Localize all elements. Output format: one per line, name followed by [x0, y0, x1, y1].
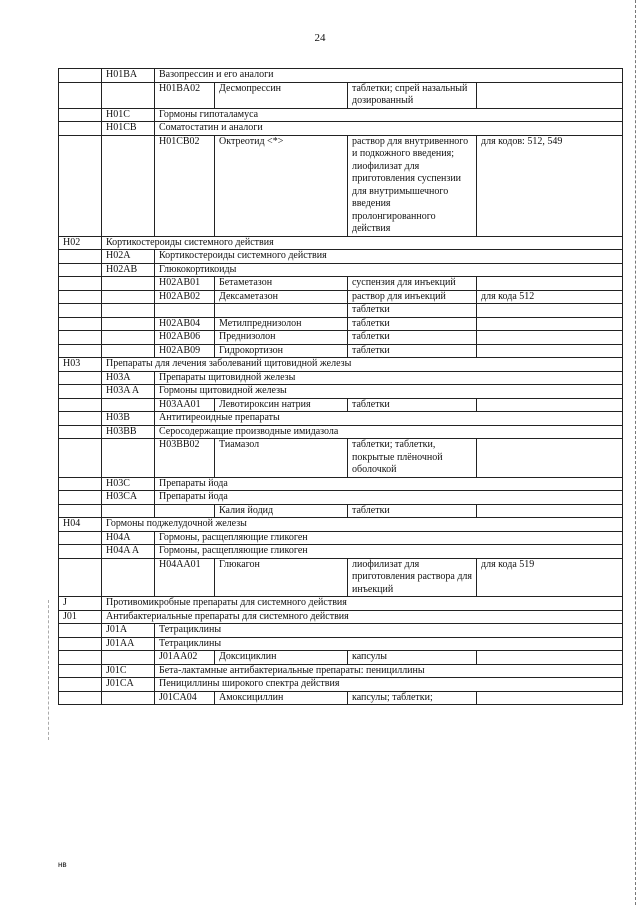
drug-name-cell: Левотироксин натрия — [215, 398, 348, 412]
table-row-item — [59, 304, 623, 318]
dosage-form-cell: таблетки — [348, 398, 477, 412]
subgroup-code-cell: J01A — [102, 624, 155, 638]
table-row-item — [59, 317, 623, 331]
subgroup-name-cell: Тетрациклины — [155, 637, 623, 651]
blank-cell — [59, 678, 102, 692]
subgroup-name-cell: Препараты йода — [155, 491, 623, 505]
subgroup-code-cell: J01AA — [102, 637, 155, 651]
subgroup-name-cell: Кортикостероиды системного действия — [155, 250, 623, 264]
drug-name-cell: Гидрокортизон — [215, 344, 348, 358]
drug-list-table — [58, 68, 623, 705]
note-cell: для кода 519 — [477, 558, 623, 597]
table-row-item — [59, 277, 623, 291]
subgroup-code-cell: H03CA — [102, 491, 155, 505]
drug-code-cell: J01CA04 — [155, 691, 215, 705]
drug-name-cell: Октреотид <*> — [215, 135, 348, 236]
drug-name-cell: Дексаметазон — [215, 290, 348, 304]
table-row-group — [59, 236, 623, 250]
blank-cell — [59, 624, 102, 638]
blank-cell — [102, 82, 155, 108]
note-cell — [477, 82, 623, 108]
dosage-form-cell: суспензия для инъекций — [348, 277, 477, 291]
subgroup-code-cell: H01CB — [102, 122, 155, 136]
blank-cell — [102, 651, 155, 665]
blank-cell — [102, 344, 155, 358]
group-name-cell: Кортикостероиды системного действия — [102, 236, 623, 250]
blank-cell — [59, 637, 102, 651]
dosage-form-cell: таблетки; таблетки, покрытые плёночной оболочкой — [348, 439, 477, 478]
drug-code-cell: H01CB02 — [155, 135, 215, 236]
table-row-item — [59, 439, 623, 478]
subgroup-name-cell: Препараты йода — [155, 477, 623, 491]
drug-name-cell: Амоксициллин — [215, 691, 348, 705]
subgroup-name-cell: Пенициллины широкого спектра действия — [155, 678, 623, 692]
dosage-form-cell: таблетки — [348, 317, 477, 331]
drug-code-cell — [155, 304, 215, 318]
blank-cell — [102, 504, 155, 518]
drug-name-cell: Метилпреднизолон — [215, 317, 348, 331]
subgroup-code-cell: H01C — [102, 108, 155, 122]
drug-code-cell: H03AA01 — [155, 398, 215, 412]
blank-cell — [102, 439, 155, 478]
note-cell — [477, 504, 623, 518]
subgroup-code-cell: H02AB — [102, 263, 155, 277]
blank-cell — [102, 135, 155, 236]
table-row-group — [59, 610, 623, 624]
blank-cell — [59, 398, 102, 412]
note-cell — [477, 277, 623, 291]
blank-cell — [59, 545, 102, 559]
table-row-item — [59, 651, 623, 665]
blank-cell — [59, 371, 102, 385]
note-cell — [477, 304, 623, 318]
table-row-sub — [59, 425, 623, 439]
group-code-cell: J — [59, 597, 102, 611]
blank-cell — [59, 531, 102, 545]
blank-cell — [59, 331, 102, 345]
subgroup-name-cell: Гормоны, расщепляющие гликоген — [155, 531, 623, 545]
blank-cell — [59, 425, 102, 439]
drug-code-cell: H04AA01 — [155, 558, 215, 597]
subgroup-name-cell: Серосодержащие производные имидазола — [155, 425, 623, 439]
table-row-group — [59, 597, 623, 611]
group-code-cell: H02 — [59, 236, 102, 250]
note-cell: для кодов: 512, 549 — [477, 135, 623, 236]
dosage-form-cell: капсулы; таблетки; — [348, 691, 477, 705]
blank-cell — [59, 477, 102, 491]
group-code-cell: J01 — [59, 610, 102, 624]
note-cell — [477, 317, 623, 331]
drug-code-cell: H02AB02 — [155, 290, 215, 304]
subgroup-code-cell: H04A A — [102, 545, 155, 559]
note-cell: для кода 512 — [477, 290, 623, 304]
note-cell — [477, 398, 623, 412]
subgroup-code-cell: H03C — [102, 477, 155, 491]
blank-cell — [59, 82, 102, 108]
note-cell — [477, 651, 623, 665]
group-name-cell: Антибактериальные препараты для системного действия — [102, 610, 623, 624]
subgroup-name-cell: Гормоны, расщепляющие гликоген — [155, 545, 623, 559]
drug-code-cell: H03BB02 — [155, 439, 215, 478]
page-number: 24 — [314, 32, 326, 44]
table-row-item — [59, 691, 623, 705]
blank-cell — [102, 331, 155, 345]
subgroup-name-cell: Тетрациклины — [155, 624, 623, 638]
blank-cell — [59, 263, 102, 277]
blank-cell — [59, 344, 102, 358]
drug-code-cell: H01BA02 — [155, 82, 215, 108]
drug-name-cell: Калия йодид — [215, 504, 348, 518]
drug-code-cell: H02AB01 — [155, 277, 215, 291]
drug-name-cell: Глюкагон — [215, 558, 348, 597]
blank-cell — [59, 664, 102, 678]
blank-cell — [102, 317, 155, 331]
blank-cell — [102, 691, 155, 705]
scan-edge-line-left — [48, 600, 50, 740]
drug-name-cell: Тиамазол — [215, 439, 348, 478]
blank-cell — [102, 398, 155, 412]
table-row-sub — [59, 385, 623, 399]
table-row-sub — [59, 678, 623, 692]
drug-code-cell: H02AB04 — [155, 317, 215, 331]
scan-edge-line — [634, 0, 636, 905]
table-row-item — [59, 504, 623, 518]
dosage-form-cell: раствор для внутривенного и подкожного введения; лиофилизат для приготовления суспензии для внутримышечного введения пролонгированного действия — [348, 135, 477, 236]
blank-cell — [59, 290, 102, 304]
blank-cell — [59, 135, 102, 236]
subgroup-name-cell: Бета-лактамные антибактериальные препараты: пенициллины — [155, 664, 623, 678]
blank-cell — [59, 439, 102, 478]
blank-cell — [102, 290, 155, 304]
subgroup-name-cell: Антитиреоидные препараты — [155, 412, 623, 426]
blank-cell — [59, 277, 102, 291]
table-row-sub — [59, 664, 623, 678]
subgroup-code-cell: J01C — [102, 664, 155, 678]
table-row-item — [59, 290, 623, 304]
subgroup-code-cell: H01BA — [102, 69, 155, 83]
dosage-form-cell: капсулы — [348, 651, 477, 665]
table-row-item — [59, 344, 623, 358]
table-row-sub — [59, 250, 623, 264]
dosage-form-cell: таблетки — [348, 331, 477, 345]
table-row-sub — [59, 531, 623, 545]
table-body — [59, 69, 623, 705]
dosage-form-cell: раствор для инъекций — [348, 290, 477, 304]
blank-cell — [59, 122, 102, 136]
blank-cell — [59, 412, 102, 426]
blank-cell — [102, 304, 155, 318]
table-row-sub — [59, 108, 623, 122]
subgroup-code-cell: H03BB — [102, 425, 155, 439]
table-row-item — [59, 398, 623, 412]
table-row-sub — [59, 477, 623, 491]
table-row-sub — [59, 122, 623, 136]
blank-cell — [59, 108, 102, 122]
table-row-sub — [59, 545, 623, 559]
blank-cell — [59, 558, 102, 597]
blank-cell — [59, 304, 102, 318]
blank-cell — [102, 277, 155, 291]
group-name-cell: Гормоны поджелудочной железы — [102, 518, 623, 532]
blank-cell — [59, 691, 102, 705]
table-row-sub — [59, 263, 623, 277]
subgroup-name-cell: Глюкокортикоиды — [155, 263, 623, 277]
group-name-cell: Противомикробные препараты для системного действия — [102, 597, 623, 611]
subgroup-code-cell: H03A — [102, 371, 155, 385]
table-row-sub — [59, 371, 623, 385]
subgroup-name-cell: Препараты щитовидной железы — [155, 371, 623, 385]
footer-mark: нв — [58, 860, 67, 869]
blank-cell — [59, 69, 102, 83]
blank-cell — [59, 317, 102, 331]
subgroup-name-cell: Гормоны гипоталамуса — [155, 108, 623, 122]
note-cell — [477, 331, 623, 345]
blank-cell — [59, 385, 102, 399]
note-cell — [477, 691, 623, 705]
table-row-sub — [59, 637, 623, 651]
drug-name-cell — [215, 304, 348, 318]
dosage-form-cell: таблетки — [348, 344, 477, 358]
drug-name-cell: Бетаметазон — [215, 277, 348, 291]
blank-cell — [59, 250, 102, 264]
table-row-sub — [59, 624, 623, 638]
subgroup-code-cell: H03A A — [102, 385, 155, 399]
drug-code-cell — [155, 504, 215, 518]
table-row-sub — [59, 69, 623, 83]
dosage-form-cell: лиофилизат для приготовления раствора для инъекций — [348, 558, 477, 597]
table-row-sub — [59, 491, 623, 505]
drug-name-cell: Преднизолон — [215, 331, 348, 345]
dosage-form-cell: таблетки — [348, 504, 477, 518]
drug-name-cell: Доксициклин — [215, 651, 348, 665]
drug-code-cell: J01AA02 — [155, 651, 215, 665]
table-row-sub — [59, 412, 623, 426]
dosage-form-cell: таблетки — [348, 304, 477, 318]
table-row-group — [59, 358, 623, 372]
group-code-cell: H03 — [59, 358, 102, 372]
subgroup-code-cell: H03B — [102, 412, 155, 426]
table-row-item — [59, 558, 623, 597]
note-cell — [477, 344, 623, 358]
dosage-form-cell: таблетки; спрей назальный дозированный — [348, 82, 477, 108]
group-name-cell: Препараты для лечения заболеваний щитовидной железы — [102, 358, 623, 372]
subgroup-code-cell: H04A — [102, 531, 155, 545]
subgroup-code-cell: J01CA — [102, 678, 155, 692]
drug-name-cell: Десмопрессин — [215, 82, 348, 108]
blank-cell — [59, 491, 102, 505]
table-row-item — [59, 82, 623, 108]
group-code-cell: H04 — [59, 518, 102, 532]
subgroup-name-cell: Гормоны щитовидной железы — [155, 385, 623, 399]
blank-cell — [59, 651, 102, 665]
drug-code-cell: H02AB06 — [155, 331, 215, 345]
table-row-group — [59, 518, 623, 532]
blank-cell — [59, 504, 102, 518]
subgroup-name-cell: Соматостатин и аналоги — [155, 122, 623, 136]
table-row-item — [59, 135, 623, 236]
drug-code-cell: H02AB09 — [155, 344, 215, 358]
note-cell — [477, 439, 623, 478]
subgroup-code-cell: H02A — [102, 250, 155, 264]
table-row-item — [59, 331, 623, 345]
blank-cell — [102, 558, 155, 597]
subgroup-name-cell: Вазопрессин и его аналоги — [155, 69, 623, 83]
